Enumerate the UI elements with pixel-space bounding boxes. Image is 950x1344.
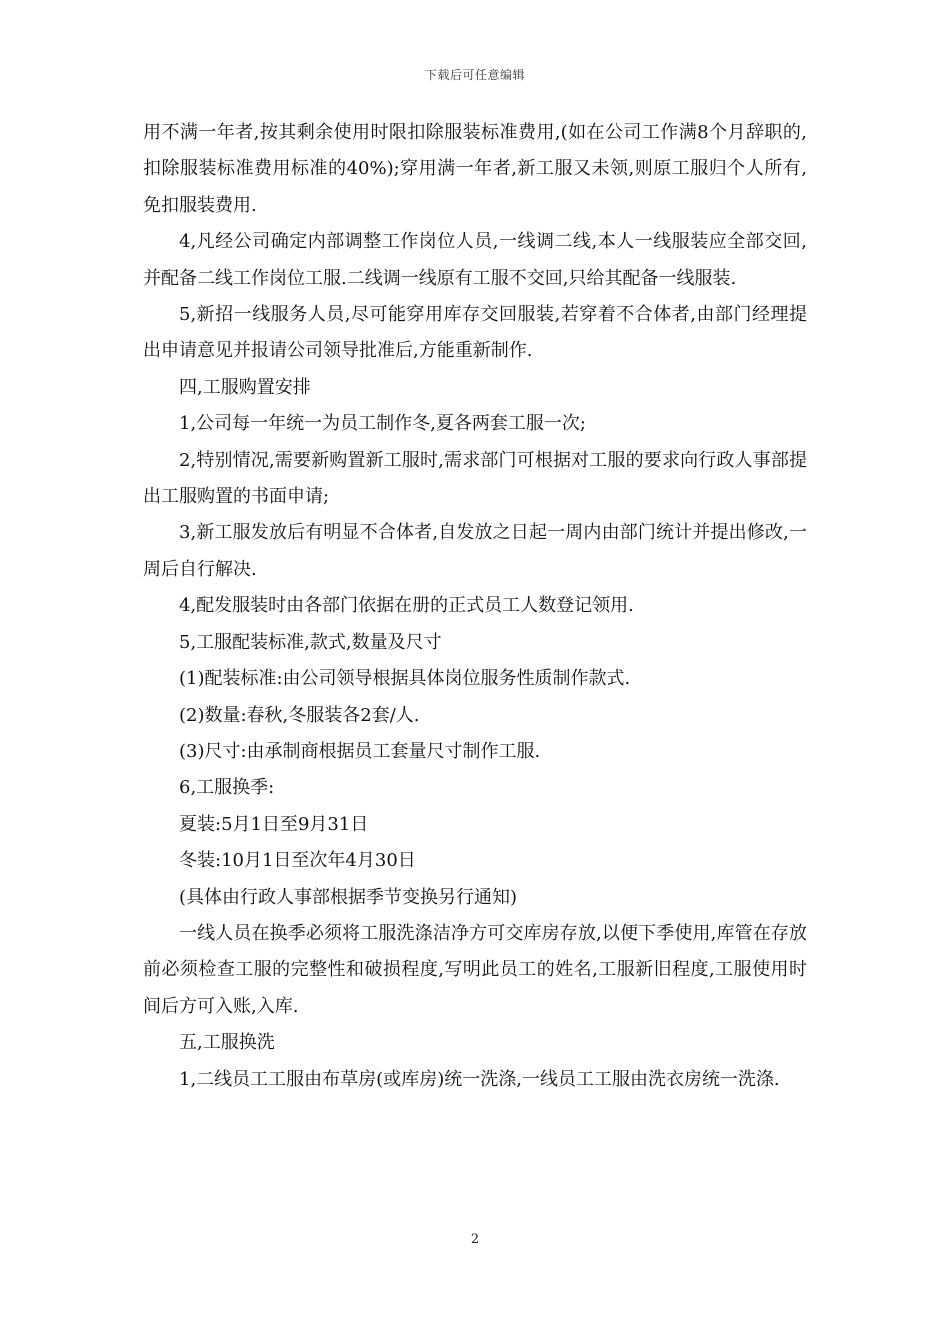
paragraph: 4,配发服装时由各部门依据在册的正式员工人数登记领用. (179, 595, 634, 617)
paragraph: (3)尺寸:由承制商根据员工套量尺寸制作工服. (179, 740, 541, 762)
paragraph: 6,工服换季: (179, 777, 275, 799)
section-heading: 五,工服换洗 (179, 1032, 275, 1054)
paragraph: 夏装:5月1日至9月31日 (179, 813, 369, 835)
paragraph: 冬装:10月1日至次年4月30日 (179, 850, 416, 872)
document-body (143, 115, 807, 1098)
paragraph: 5,工服配装标准,款式,数量及尺寸 (179, 631, 442, 653)
section-heading: 四,工服购置安排 (179, 376, 311, 398)
paragraph: 用不满一年者,按其剩余使用时限扣除服装标准费用,(如在公司工作满8个月辞职的,扣除服装标准费用标准的40%);穿用满一年者,新工服又未领,则原工服归个人所有,免扣服装费用. (143, 122, 807, 216)
page-number: 2 (470, 1232, 480, 1247)
paragraph: 1,二线员工工服由布草房(或库房)统一洗涤,一线员工工服由洗衣房统一洗涤. (179, 1068, 780, 1090)
paragraph: 1,公司每一年统一为员工制作冬,夏各两套工服一次; (179, 413, 586, 435)
paragraph: (具体由行政人事部根据季节变换另行通知) (179, 886, 518, 908)
paragraph: (2)数量:春秋,冬服装各2套/人. (179, 704, 420, 726)
paragraph: 2,特别情况,需要新购置新工服时,需求部门可根据对工服的要求向行政人事部提出工服购置的书面申请; (143, 449, 807, 508)
page-header: 下载后可任意编辑 (424, 68, 525, 82)
paragraph: (1)配装标准:由公司领导根据具体岗位服务性质制作款式. (179, 668, 631, 690)
paragraph: 3,新工服发放后有明显不合体者,自发放之日起一周内由部门统计并提出修改,一周后自行解决. (143, 522, 807, 580)
paragraph: 一线人员在换季必须将工服洗涤洁净方可交库房存放,以便下季使用,库管在存放前必须检查工服的完整性和破损程度,写明此员工的姓名,工服新旧程度,工服使用时间后方可入账,入库. (143, 922, 807, 1017)
paragraph: 4,凡经公司确定内部调整工作岗位人员,一线调二线,本人一线服装应全部交回,并配备二线工作岗位工服.二线调一线原有工服不交回,只给其配备一线服装. (143, 231, 807, 289)
paragraph: 5,新招一线服务人员,尽可能穿用库存交回服装,若穿着不合体者,由部门经理提出申请意见并报请公司领导批准后,方能重新制作. (143, 304, 807, 362)
